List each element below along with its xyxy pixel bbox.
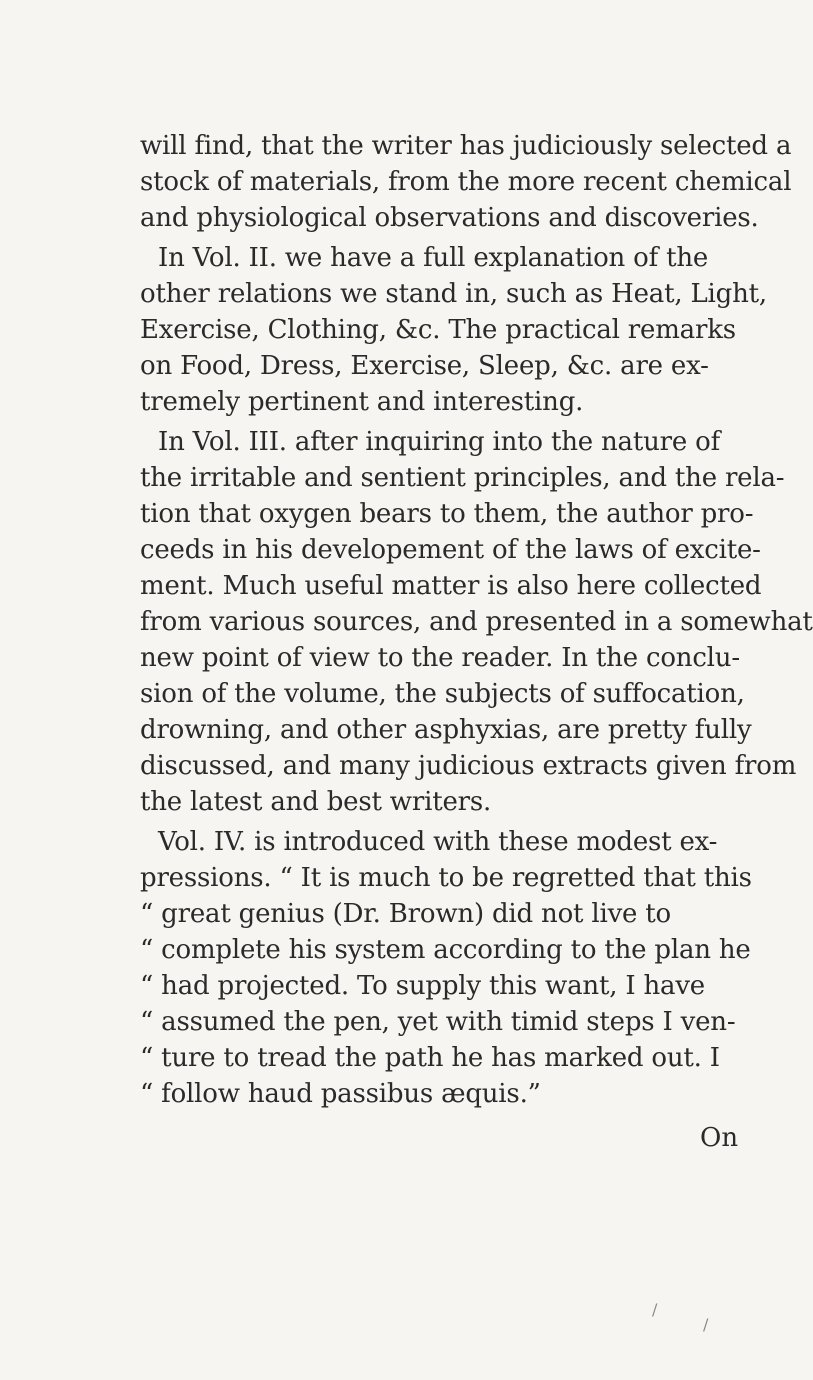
- catchword: On: [700, 1123, 739, 1153]
- text-line-14: from various sources, and presented in a somewhat: [140, 607, 813, 637]
- text-line-20: Vol. IV. is introduced with these modest ex-: [158, 827, 718, 857]
- text-line-17: drowning, and other asphyxias, are pretty fully: [140, 715, 752, 745]
- text-line-19: the latest and best writers.: [140, 787, 492, 817]
- text-line-3: and physiological observations and discoveries.: [140, 203, 759, 233]
- text-line-24: “ had projected. To supply this want, I have: [140, 971, 705, 1001]
- text-line-4: In Vol. II. we have a full explanation of the: [158, 243, 709, 273]
- text-line-9: In Vol. III. after inquiring into the nature of: [158, 427, 720, 457]
- text-line-27: “ follow haud passibus æquis.”: [140, 1079, 541, 1109]
- text-line-21: pressions. “ It is much to be regretted that this: [140, 863, 752, 893]
- text-line-15: new point of view to the reader. In the conclu-: [140, 643, 740, 673]
- stray-mark: /: [652, 1300, 658, 1319]
- text-line-13: ment. Much useful matter is also here collected: [140, 571, 762, 601]
- text-line-25: “ assumed the pen, yet with timid steps I ven-: [140, 1007, 736, 1037]
- text-line-2: stock of materials, from the more recent chemical: [140, 167, 792, 197]
- text-line-6: Exercise, Clothing, &c. The practical remarks: [140, 315, 736, 345]
- stray-mark: /: [703, 1315, 709, 1334]
- text-line-22: “ great genius (Dr. Brown) did not live to: [140, 899, 672, 929]
- text-line-11: tion that oxygen bears to them, the author pro-: [140, 499, 754, 529]
- text-line-26: “ ture to tread the path he has marked out. I: [140, 1043, 720, 1073]
- text-line-8: tremely pertinent and interesting.: [140, 387, 584, 417]
- text-line-10: the irritable and sentient principles, and the rela-: [140, 463, 785, 493]
- text-line-18: discussed, and many judicious extracts given from: [140, 751, 797, 781]
- text-line-12: ceeds in his developement of the laws of excite-: [140, 535, 761, 565]
- text-line-5: other relations we stand in, such as Heat, Light,: [140, 279, 767, 309]
- text-line-23: “ complete his system according to the plan he: [140, 935, 751, 965]
- text-line-16: sion of the volume, the subjects of suffocation,: [140, 679, 745, 709]
- text-line-7: on Food, Dress, Exercise, Sleep, &c. are ex-: [140, 351, 709, 381]
- text-line-1: will find, that the writer has judiciously selected a: [140, 131, 792, 161]
